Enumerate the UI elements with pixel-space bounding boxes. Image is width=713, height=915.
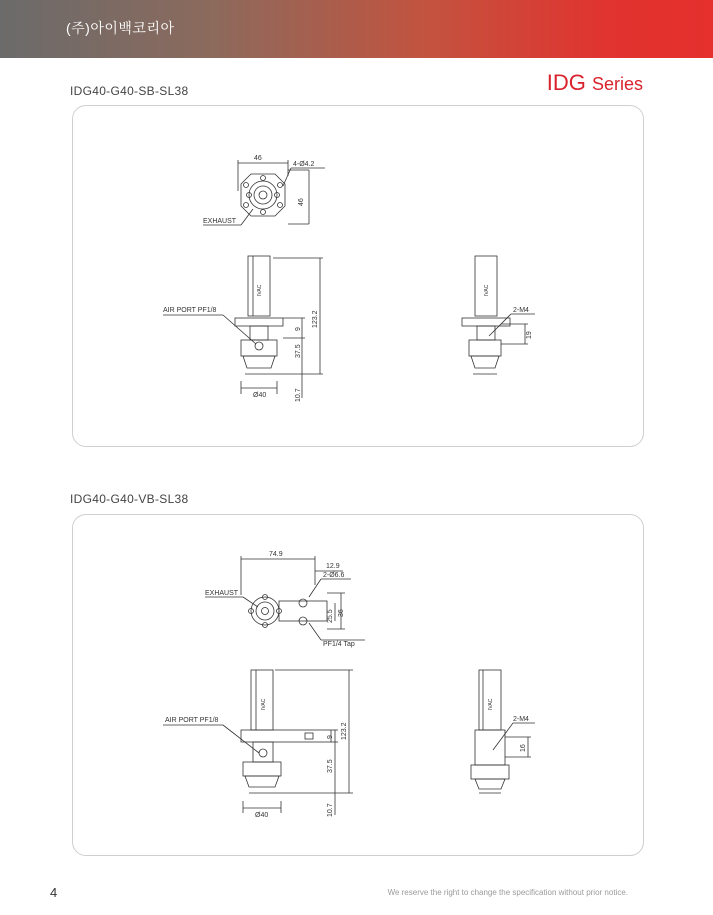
label-air-port: AIR PORT PF1/8	[163, 307, 217, 314]
page-number: 4	[50, 885, 58, 900]
drawing-panel-sb	[72, 105, 644, 447]
dim-width-12-9: 12.9	[326, 563, 340, 570]
dim-side-19: 19	[526, 331, 533, 339]
body-label: IVAC	[257, 284, 263, 296]
dim-holes-vb: 2-Ø6.6	[323, 572, 345, 579]
dim-10-7: 10.7	[295, 388, 302, 402]
dim-holes: 4-Ø4.2	[293, 161, 315, 168]
dim-side-16: 16	[520, 744, 527, 752]
dim-9: 9	[295, 327, 302, 331]
series-title	[547, 70, 643, 96]
technical-drawing-vb	[73, 515, 643, 855]
body-label-side: IVAC	[484, 284, 490, 296]
label-air-port-vb: AIR PORT PF1/8	[165, 717, 219, 724]
page-header	[0, 0, 713, 58]
dim-pad-dia: Ø40	[253, 392, 267, 399]
dim-side-thread-vb: 2-M4	[513, 716, 529, 723]
dim-25-5: 25.5	[327, 609, 334, 623]
dim-total-height-vb: 123.2	[341, 722, 348, 740]
series-main: IDG	[546, 70, 586, 95]
dim-top-width: 46	[254, 155, 262, 162]
dim-37-5-vb: 37.5	[327, 759, 334, 773]
disclaimer: We reserve the right to change the specification without prior notice.	[387, 888, 628, 897]
dim-total-height: 123.2	[312, 310, 319, 328]
model-title-sb: IDG40-G40-SB-SL38	[70, 84, 189, 98]
label-exhaust: EXHAUST	[203, 218, 237, 225]
label-tap: PF1/4 Tap	[323, 641, 355, 648]
label-exhaust-vb: EXHAUST	[205, 590, 239, 597]
dim-top-height: 46	[298, 198, 305, 206]
technical-drawing-sb	[73, 106, 643, 446]
dim-pad-dia-vb: Ø40	[255, 812, 269, 819]
series-sub: Series	[591, 74, 643, 94]
model-title-vb: IDG40-G40-VB-SL38	[70, 492, 189, 506]
dim-36: 36	[338, 609, 345, 617]
dim-side-thread: 2-M4	[513, 307, 529, 314]
body-label-vb: IVAC	[261, 698, 267, 710]
body-label-side-vb: IVAC	[488, 698, 494, 710]
dim-10-7-vb: 10.7	[327, 803, 334, 817]
dim-9-vb: 9	[327, 735, 334, 739]
dim-37-5: 37.5	[295, 344, 302, 358]
company-name: (주)아이백코리아	[66, 20, 175, 36]
dim-width-74-9: 74.9	[269, 551, 283, 558]
drawing-panel-vb	[72, 514, 644, 856]
